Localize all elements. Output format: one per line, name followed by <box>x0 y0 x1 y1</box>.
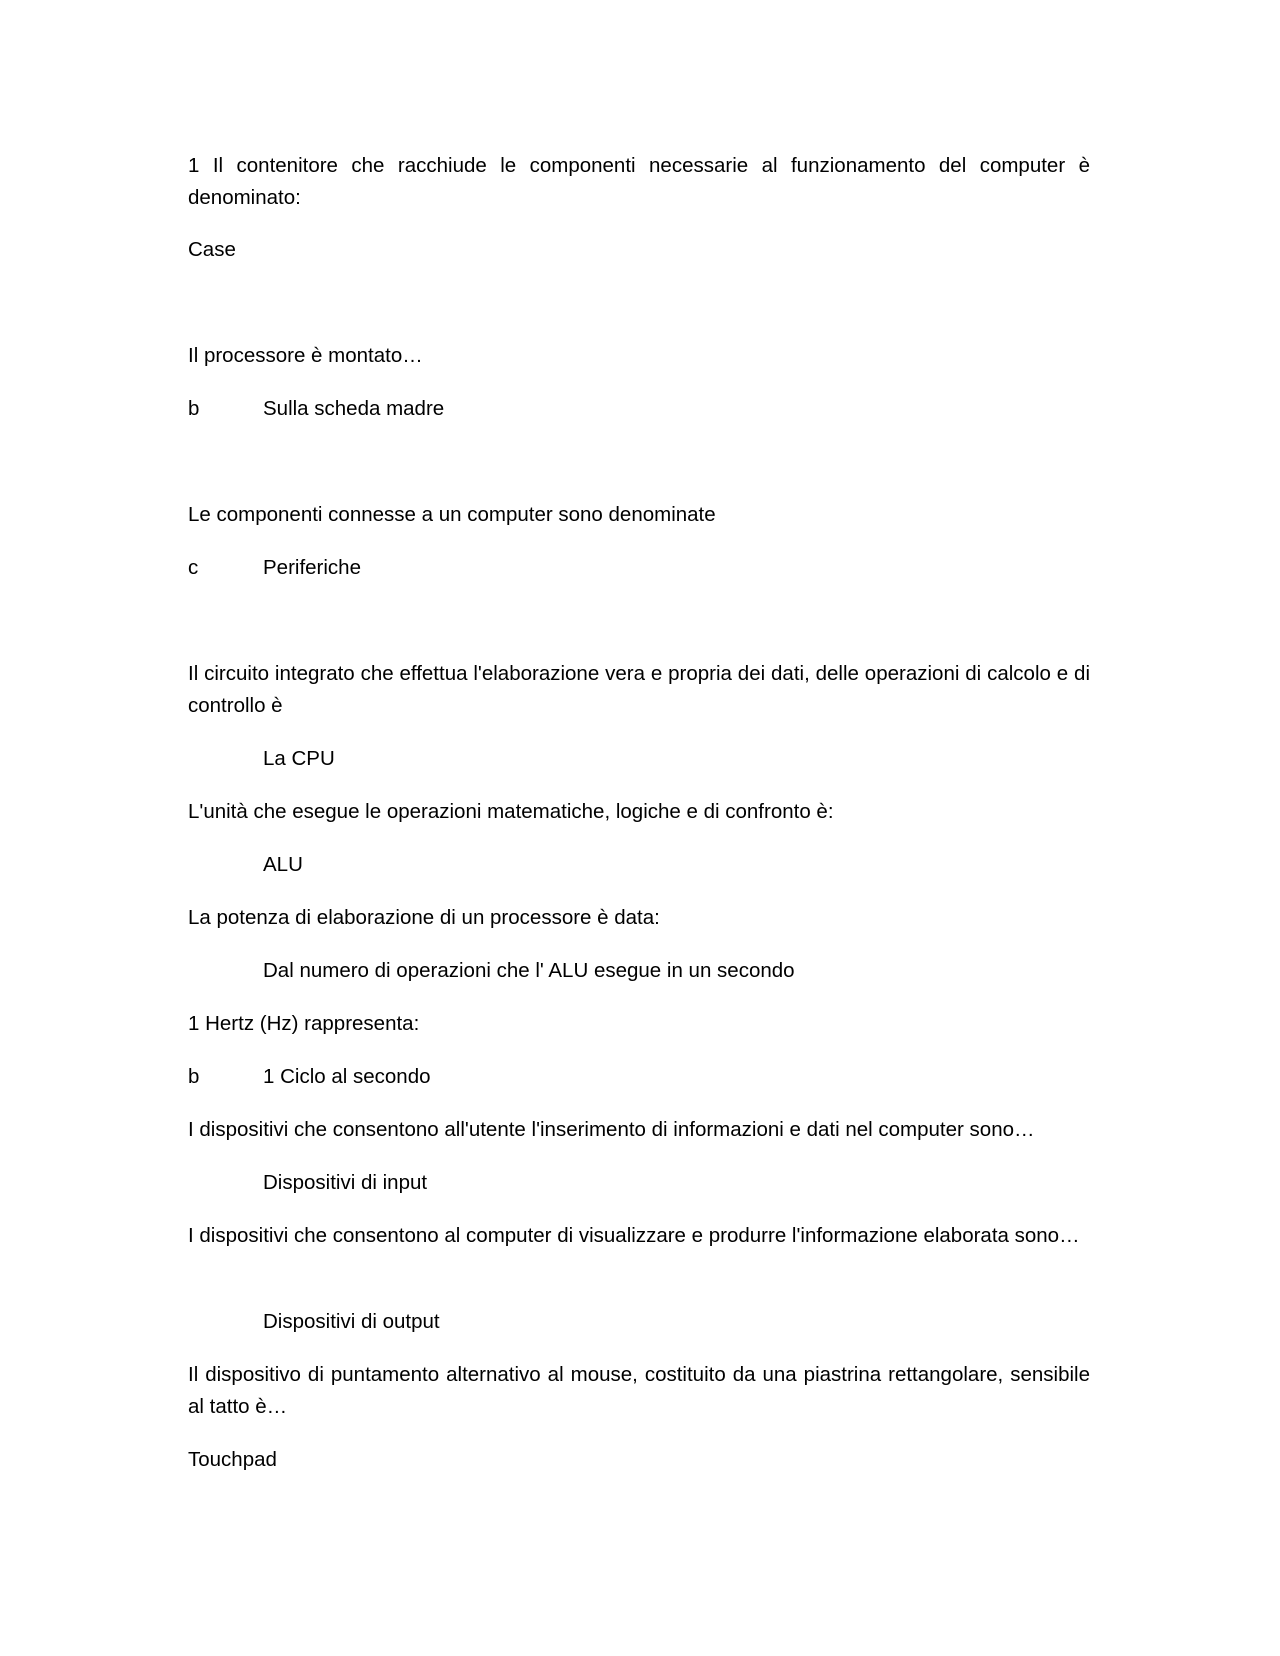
answer-5: ALU <box>263 853 303 876</box>
answer-10: Touchpad <box>188 1448 277 1471</box>
question-4: Il circuito integrato che effettua l'elaborazione vera e propria dei dati, delle operazioni di calcolo e di controllo è <box>188 662 1090 717</box>
answer-row-6 <box>188 955 1090 987</box>
answer-3: Periferiche <box>263 556 361 579</box>
question-9: I dispositivi che consentono al computer di visualizzare e produrre l'informazione elaborata sono… <box>188 1224 1080 1247</box>
answer-letter-2: b <box>188 397 200 420</box>
question-10: Il dispositivo di puntamento alternativo al mouse, costituito da una piastrina rettangolare, sensibile al tatto è… <box>188 1363 1090 1418</box>
question-8: I dispositivi che consentono all'utente l'inserimento di informazioni e dati nel computer sono… <box>188 1118 1035 1141</box>
answer-2: Sulla scheda madre <box>263 397 445 420</box>
answer-8: Dispositivi di input <box>263 1171 428 1194</box>
question-6: La potenza di elaborazione di un processore è data: <box>188 906 660 929</box>
answer-1: Case <box>188 238 236 261</box>
question-5: L'unità che esegue le operazioni matematiche, logiche e di confronto è: <box>188 800 834 823</box>
answer-row-2 <box>188 393 1090 425</box>
answer-row-5 <box>188 849 1090 881</box>
answer-letter-7: b <box>188 1065 200 1088</box>
question-3: Le componenti connesse a un computer sono denominate <box>188 503 716 526</box>
answer-6: Dal numero di operazioni che l' ALU esegue in un secondo <box>263 959 795 982</box>
answer-row-7 <box>188 1061 1090 1093</box>
question-7: 1 Hertz (Hz) rappresenta: <box>188 1012 420 1035</box>
answer-row-8 <box>188 1167 1090 1199</box>
answer-row-9 <box>188 1306 1090 1338</box>
answer-letter-3: c <box>188 556 199 579</box>
question-1: 1 Il contenitore che racchiude le componenti necessarie al funzionamento del computer è denominato: <box>188 154 1090 209</box>
answer-9: Dispositivi di output <box>263 1310 440 1333</box>
answer-4: La CPU <box>263 747 335 770</box>
answer-row-4 <box>188 743 1090 775</box>
answer-7: 1 Ciclo al secondo <box>263 1065 431 1088</box>
question-2: Il processore è montato… <box>188 344 423 367</box>
answer-row-3 <box>188 552 1090 584</box>
